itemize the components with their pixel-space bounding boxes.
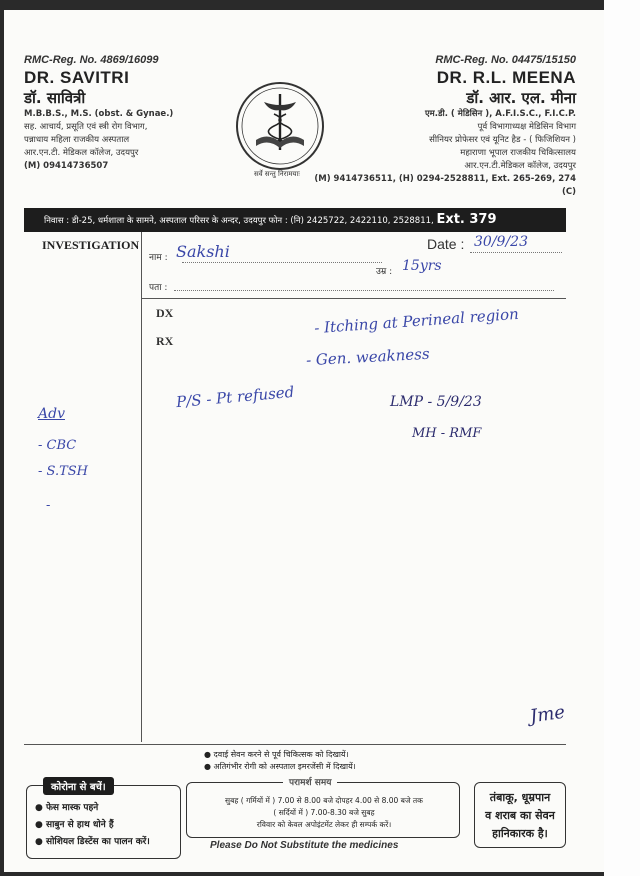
address-ext: Ext. 379 [436, 212, 497, 227]
right-degrees: एम.डी. ( मेडिसिन ), A.F.I.S.C., F.I.C.P. [424, 109, 576, 119]
corona-title: कोरोना से बचें। [43, 777, 114, 795]
left-mobile: (M) 09414736507 [24, 161, 109, 171]
left-doctor-name: DR. SAVITRI [24, 68, 130, 87]
ps-note: P/S - Pt refused [175, 382, 295, 412]
investigation-tsh: - S.TSH [38, 464, 89, 479]
patient-info-divider [141, 298, 566, 299]
right-doctor-name: DR. R.L. MEENA [436, 68, 576, 87]
right-line1: पूर्व विभागाध्यक्ष मेडिसिन विभाग [477, 122, 576, 132]
corona-item: ● सोशियल डिस्टेंस का पालन करें। [35, 837, 150, 847]
tobacco-line-2: व शराब का सेवन [485, 809, 555, 822]
consultation-timing-box [186, 778, 460, 838]
logo-motto: सर्वे सन्तु निरामयाः [254, 170, 300, 178]
investigation-label: INVESTIGATION [42, 238, 140, 252]
corona-item: ● साबुन से हाथ धोने हैं [35, 820, 114, 830]
footer-note-2: ● अतिगंभीर रोगी को अस्पताल इमरजेंसी में दिखायें। [204, 762, 356, 771]
advice-line-1: सुबह ( गर्मियों में ) 7.00 से 8.00 बजे दोपहर 4.00 से 8.00 बजे तक [225, 796, 423, 805]
doctor-signature: Jme [528, 701, 567, 728]
right-line4: आर.एन.टी.मेडिकल कॉलेज, उदयपुर [464, 161, 576, 171]
address-text: निवास : डी-25, धर्मशाला के सामने, अस्पताल परिसर के अन्दर, उदयपुर फोन : (नि) 2425722, 2422110, 2528811, [44, 216, 434, 226]
right-line2: सीनियर प्रोफेसर एवं यूनिट हैड - ( फिजिशियन ) [429, 135, 576, 145]
advice-line-3: रविवार को केवल अपोइंटमेंट लेकर ही सम्पर्क करें। [256, 820, 392, 829]
patient-name: Sakshi [176, 242, 230, 261]
left-designation: सह. आचार्य, प्रसूति एवं स्त्री रोग विभाग, [24, 122, 148, 132]
rx-label: RX [156, 334, 174, 348]
column-divider [141, 232, 142, 742]
right-reg-number: RMC-Reg. No. 04475/15150 [435, 54, 576, 66]
right-doctor-name-hindi: डॉ. आर. एल. मीना [466, 89, 576, 107]
advice-title: परामर्श समय [283, 775, 337, 788]
advice-body [193, 795, 455, 831]
footer-note-1: ● दवाई सेवन करने से पूर्व चिकित्सक को दिखायें। [204, 750, 349, 759]
no-substitute-note: Please Do Not Substitute the medicines [210, 840, 399, 851]
right-line3: महाराणा भूपाल राजकीय चिकित्सालय [460, 148, 576, 158]
lmp-note: LMP - 5/9/23 [390, 394, 482, 410]
left-hospital: पन्नाधाय महिला राजकीय अस्पताल [24, 135, 130, 145]
advice-label: Adv [38, 406, 65, 422]
patient-age: 15yrs [402, 258, 442, 274]
corona-list [35, 800, 150, 851]
advice-line-2: ( सर्दियों में ) 7.00-8.30 बजे सुबह [273, 808, 375, 817]
address-bar [24, 208, 566, 232]
scan-margin [604, 0, 640, 876]
dx-label: DX [156, 306, 174, 320]
name-label: नाम : [149, 253, 168, 263]
investigation-cbc: - CBC [38, 438, 77, 453]
age-label: उम्र : [376, 267, 393, 277]
date-label: Date : [427, 236, 465, 252]
tobacco-line-1: तंबाकू, धूम्रपान [489, 791, 551, 804]
date-underline [470, 252, 562, 253]
right-doctor-header [306, 54, 576, 199]
left-doctor-name-hindi: डॉ. सावित्री [24, 89, 86, 107]
tobacco-warning-box [474, 782, 566, 848]
corona-item: ● फेस मास्क पहने [35, 803, 99, 813]
mh-note: MH - RMF [412, 426, 482, 441]
address-underline [174, 290, 554, 291]
left-degrees: M.B.B.S., M.S. (obst. & Gynae.) [24, 109, 174, 119]
tobacco-line-3: हानिकारक है। [492, 827, 548, 840]
left-college: आर.एन.टी. मेडिकल कॉलेज, उदयपुर [24, 148, 139, 158]
prescription-sheet [4, 10, 604, 872]
footer-notes [204, 749, 356, 773]
footer-divider [24, 744, 566, 745]
right-phones: (M) 9414736511, (H) 0294-2528811, Ext. 265-269, 274 (C) [314, 174, 576, 197]
complaint-weakness: - Gen. weakness [305, 344, 430, 370]
investigation-dash: - [46, 498, 51, 513]
left-doctor-header [24, 54, 254, 173]
name-underline [182, 262, 382, 263]
left-reg-number: RMC-Reg. No. 4869/16099 [24, 54, 159, 66]
corona-box [26, 782, 181, 859]
prescription-date: 30/9/23 [474, 234, 528, 250]
address-label: पता : [149, 283, 168, 293]
complaint-itching: - Itching at Perineal region [313, 304, 520, 338]
